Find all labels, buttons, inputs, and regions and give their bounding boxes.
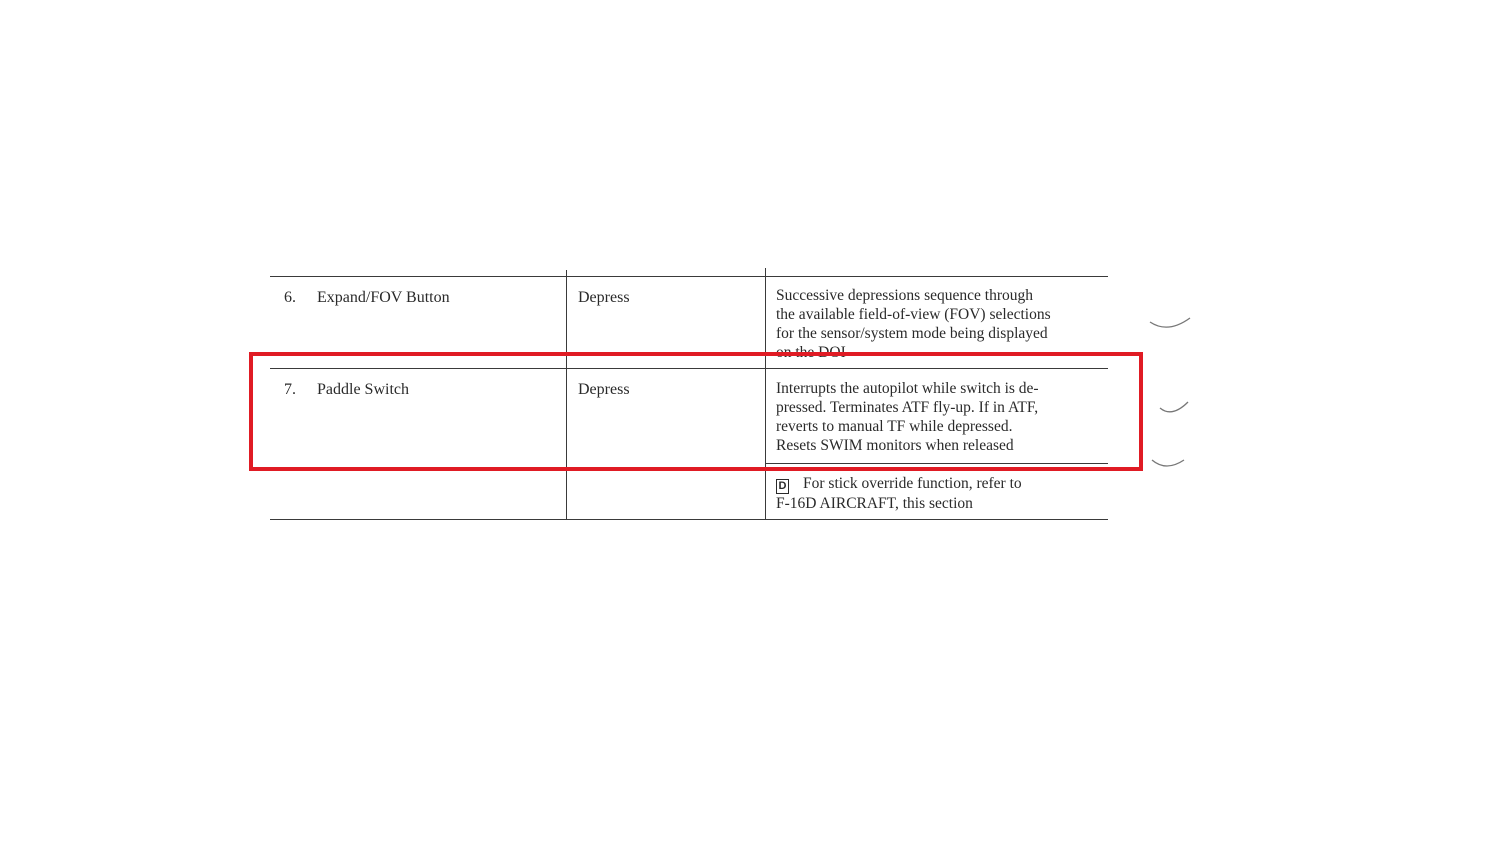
note-line: D For stick override function, refer to — [776, 474, 1106, 494]
table-top-rule — [270, 276, 1108, 277]
highlight-box — [249, 352, 1143, 471]
function-line: Interrupts the autopilot while switch is de- — [776, 380, 1039, 397]
action-text: Depress — [578, 381, 630, 398]
boxed-d-badge: D — [776, 479, 789, 494]
binder-hole-mark — [1158, 398, 1190, 418]
note-line: F-16D AIRCRAFT, this section — [776, 495, 973, 512]
function-line: on the DOI — [776, 344, 846, 358]
control-name: Paddle Switch — [317, 381, 409, 398]
function-line: pressed. Terminates ATF fly-up. If in ATF, — [776, 399, 1039, 416]
note-text — [776, 474, 1106, 513]
function-line: Successive depressions sequence through — [776, 287, 1033, 304]
row-number: 7. — [284, 381, 296, 398]
function-line: the available field-of-view (FOV) selections — [776, 306, 1051, 323]
binder-hole-mark — [1148, 312, 1194, 334]
control-name: Expand/FOV Button — [317, 289, 450, 306]
action-text: Depress — [578, 289, 630, 306]
function-line: Resets SWIM monitors when released — [776, 437, 1014, 454]
function-text — [776, 286, 1106, 358]
function-text-clip — [776, 286, 1111, 358]
binder-hole-mark — [1150, 452, 1188, 472]
table-bottom-rule — [270, 519, 1108, 520]
function-line: reverts to manual TF while depressed. — [776, 418, 1013, 435]
row-number: 6. — [284, 289, 296, 306]
function-line: for the sensor/system mode being displayed — [776, 325, 1048, 342]
